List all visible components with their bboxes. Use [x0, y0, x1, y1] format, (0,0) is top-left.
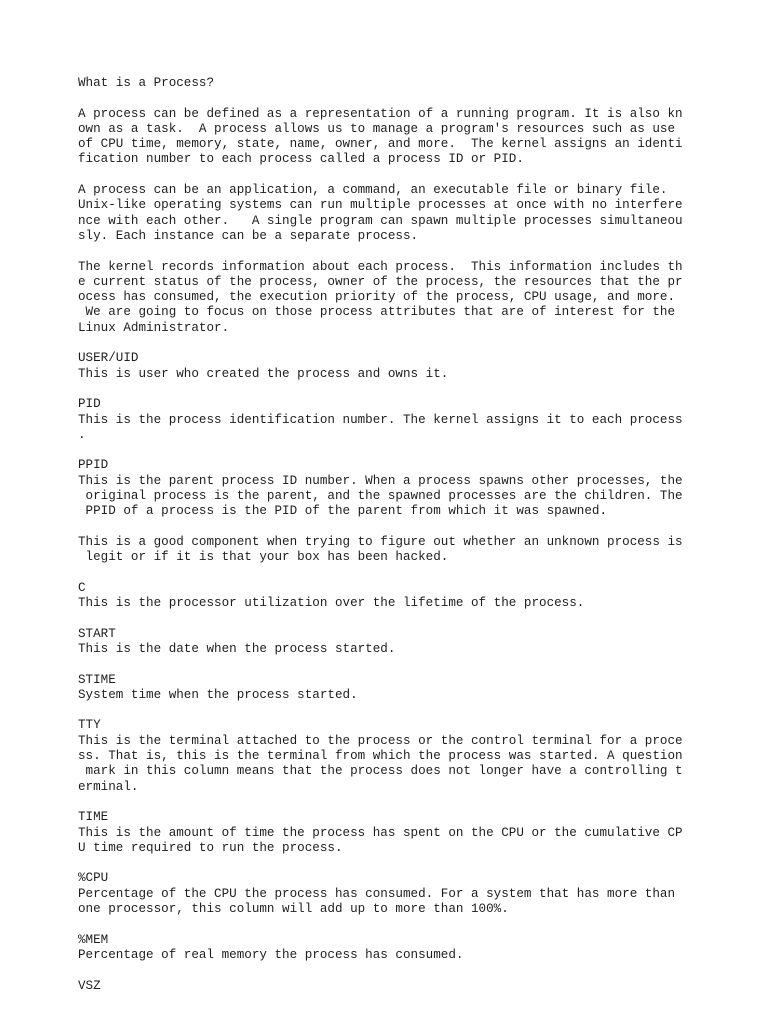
text-line: A process can be an application, a command, an executable file or binary file. [78, 183, 668, 198]
blank-line [78, 244, 698, 259]
text-line: %CPU [78, 871, 109, 886]
text-line: fication number to each process called a process ID or PID. [78, 152, 524, 167]
blank-line [78, 963, 698, 978]
text-line: PID [78, 397, 101, 412]
text-line: STIME [78, 672, 116, 687]
text-line: This is the processor utilization over the lifetime of the process. [78, 596, 585, 611]
blank-line [78, 520, 698, 535]
text-line: Unix-like operating systems can run multiple processes at once with no interfere [78, 198, 683, 213]
blank-line [78, 657, 698, 672]
blank-line [78, 856, 698, 871]
text-line: A process can be defined as a representation of a running program. It is also kn [78, 106, 683, 121]
text-line: VSZ [78, 978, 101, 993]
text-line: own as a task. A process allows us to manage a program's resources such as use [78, 121, 676, 136]
text-line: This is the process identification number. The kernel assigns it to each process [78, 412, 683, 427]
text-line: mark in this column means that the process does not longer have a controlling t [78, 764, 683, 779]
blank-line [78, 566, 698, 581]
blank-line [78, 611, 698, 626]
text-line: e current status of the process, owner of the process, the resources that the pr [78, 274, 683, 289]
text-line: one processor, this column will add up to more than 100%. [78, 902, 509, 917]
blank-line [78, 91, 698, 106]
text-line: USER/UID [78, 351, 139, 366]
blank-line [78, 795, 698, 810]
text-line: We are going to focus on those process attributes that are of interest for the [78, 305, 676, 320]
text-line: This is a good component when trying to figure out whether an unknown process is [78, 534, 683, 549]
text-line: original process is the parent, and the spawned processes are the children. The [78, 489, 683, 504]
document-text [78, 76, 698, 994]
text-line: TIME [78, 810, 109, 825]
text-line: This is the parent process ID number. When a process spawns other processes, the [78, 473, 683, 488]
text-line: This is user who created the process and owns it. [78, 366, 449, 381]
text-line: of CPU time, memory, state, name, owner, and more. The kernel assigns an identi [78, 137, 683, 152]
blank-line [78, 917, 698, 932]
blank-line [78, 336, 698, 351]
text-line: System time when the process started. [78, 687, 358, 702]
text-line: START [78, 626, 116, 641]
text-line: This is the date when the process started. [78, 641, 396, 656]
blank-line [78, 443, 698, 458]
text-line: TTY [78, 718, 101, 733]
text-line: Linux Administrator. [78, 320, 230, 335]
text-line: . [78, 427, 86, 442]
text-line: PPID [78, 458, 109, 473]
text-line: Percentage of the CPU the process has consumed. For a system that has more than [78, 886, 676, 901]
text-line: ss. That is, this is the terminal from which the process was started. A question [78, 749, 683, 764]
text-line: sly. Each instance can be a separate process. [78, 228, 419, 243]
text-line: %MEM [78, 932, 109, 947]
text-line: legit or if it is that your box has been hacked. [78, 550, 449, 565]
text-line: Percentage of real memory the process has consumed. [78, 947, 464, 962]
text-line: ocess has consumed, the execution priority of the process, CPU usage, and more. [78, 290, 676, 305]
blank-line [78, 703, 698, 718]
blank-line [78, 168, 698, 183]
text-line: The kernel records information about each process. This information includes th [78, 259, 683, 274]
text-line: What is a Process? [78, 76, 215, 90]
text-line: erminal. [78, 779, 139, 794]
text-line: This is the terminal attached to the process or the control terminal for a proce [78, 733, 683, 748]
text-line: U time required to run the process. [78, 840, 343, 855]
text-line: nce with each other. A single program can spawn multiple processes simultaneou [78, 213, 683, 228]
text-line: C [78, 580, 86, 595]
blank-line [78, 382, 698, 397]
text-line: This is the amount of time the process has spent on the CPU or the cumulative CP [78, 825, 683, 840]
text-line: PPID of a process is the PID of the parent from which it was spawned. [78, 504, 608, 519]
